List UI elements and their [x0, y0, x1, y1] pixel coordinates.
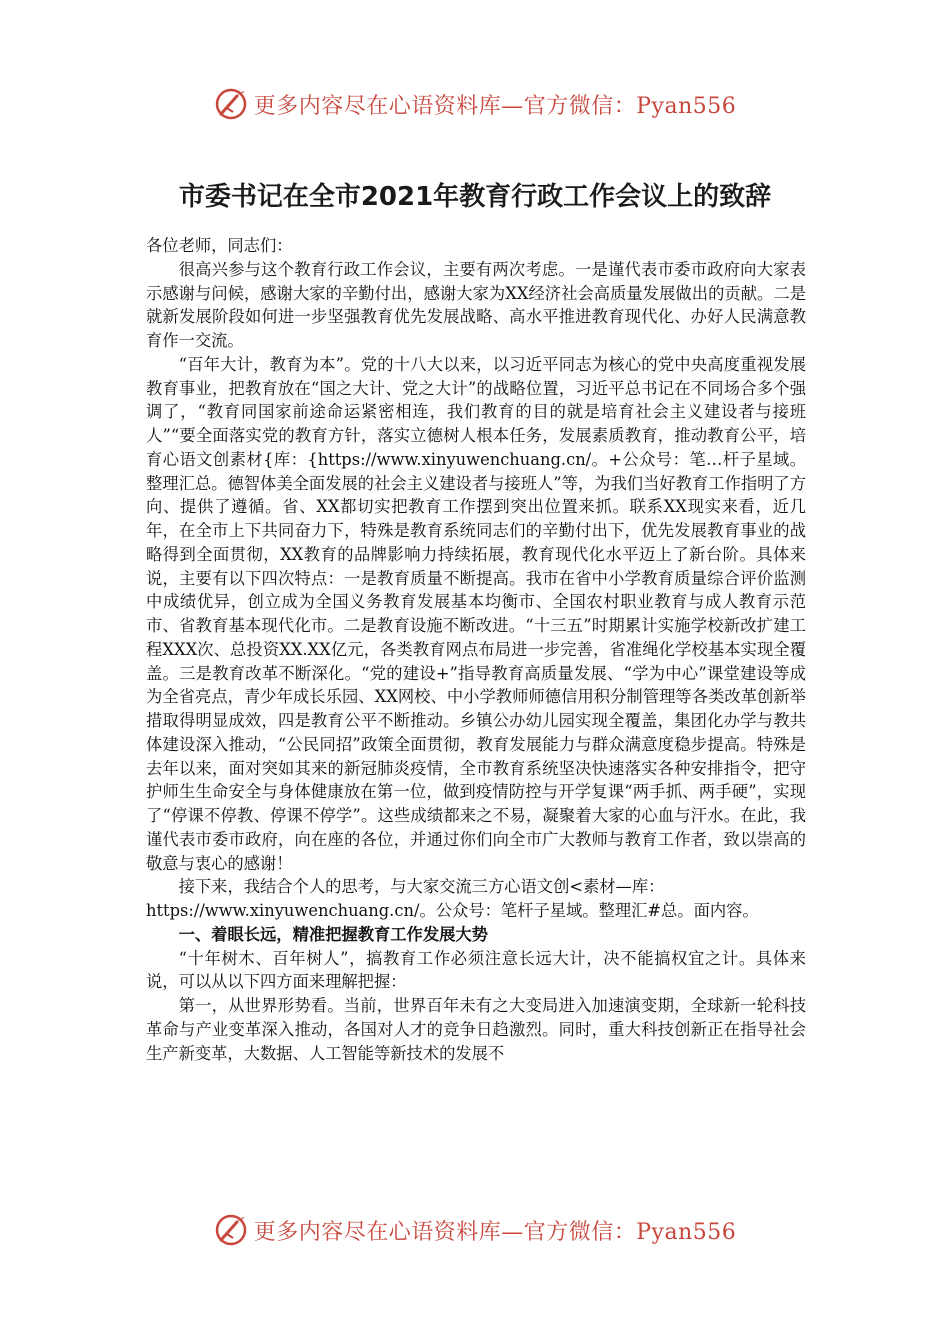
document-body: [146, 234, 806, 1065]
document-title: 市委书记在全市2021年教育行政工作会议上的致辞: [178, 182, 772, 212]
paragraph: “十年树木、百年树人”，搞教育工作必须注意长远大计，决不能搞权宜之计。具体来说，可以从以下四方面来理解把握：: [146, 948, 806, 992]
paragraph: 接下来，我结合个人的思考，与大家交流三方心语文创<素材—库：: [178, 877, 665, 897]
paragraph-continuation: https://www.xinyuwenchuang.cn/。公众号：笔杆子星域。整理汇#总。面内容。: [146, 901, 759, 920]
watermark-text: 更多内容尽在心语资料库—官方微信：Pyan556: [253, 93, 737, 119]
quill-logo-icon: [214, 1213, 248, 1247]
salutation: 各位老师，同志们：: [146, 236, 293, 255]
top-watermark-banner: [0, 84, 950, 124]
quill-logo-icon: [214, 87, 248, 121]
paragraph: 很高兴参与这个教育行政工作会议，主要有两次考虑。一是谨代表市委市政府向大家表示感谢与问候，感谢大家的辛勤付出，感谢大家为XX经济社会高质量发展做出的贡献。二是就新发展阶段如何进一步坚强教育优先发展战略、高水平推进教育现代化、办好人民满意教育作一交流。: [146, 259, 806, 350]
section-heading: 一、着眼长远，精准把握教育工作发展大势: [178, 924, 488, 944]
watermark-text: 更多内容尽在心语资料库—官方微信：Pyan556: [253, 1219, 737, 1245]
bottom-watermark-banner: [0, 1210, 950, 1250]
paragraph: “百年大计，教育为本”。党的十八大以来，以习近平同志为核心的党中央高度重视发展教育事业，把教育放在“国之大计、党之大计”的战略位置，习近平总书记在不同场合多个强调了，“教育同国家前途命运紧密相连，我们教育的目的就是培育社会主义建设者与接班人”“要全面落实党的教育方针，落实立德树人根本任务，发展素质教育，推动教育公平，培育心语文创素材{库：{https://www.xinyuwenchuang.cn/。+公众号：笔…杆子星域。整理汇总。德智体美全面发展的社会主义建设者与接班人”等，为我们当好教育工作指明了方向、提供了遵循。省、XX都切实把教育工作摆到突出位置来抓。联系XX现实来看，近几年，在全市上下共同奋力下，特殊是教育系统同志们的辛勤付出下，优先发展教育事业的战略得到全面贯彻，XX教育的品牌影响力持续拓展，教育现代化水平迈上了新台阶。具体来说，主要有以下四次特点：一是教育质量不断提高。我市在省中小学教育质量综合评价监测中成绩优异，创立成为全国义务教育发展基本均衡市、全国农村职业教育与成人教育示范市、省教育基本现代化市。二是教育设施不断改进。“十三五”时期累计实施学校新改扩建工程XXX次、总投资XX.XX亿元，各类教育网点布局进一步完善，省准绳化学校基本实现全覆盖。三是教育改革不断深化。“党的建设+”指导教育高质量发展、“学为中心”课堂建设等成为全省亮点，青少年成长乐园、XX网校、中小学教师师德信用积分制管理等各类改革创新举措取得明显成效，四是教育公平不断推动。乡镇公办幼儿园实现全覆盖，集团化办学与教共体建设深入推动，“公民同招”政策全面贯彻，教育发展能力与群众满意度稳步提高。特殊是去年以来，面对突如其来的新冠肺炎疫情，全市教育系统坚决快速落实各种安排指令，把守护师生生命安全与身体健康放在第一位，做到疫情防控与开学复课“两手抓、两手硬”，实现了“停课不停教、停课不停学”。这些成绩都来之不易，凝聚着大家的心血与汗水。在此，我谨代表市委市政府，向在座的各位，并通过你们向全市广大教师与教育工作者，致以崇高的敬意与衷心的感谢！: [146, 354, 806, 873]
paragraph: 第一，从世界形势看。当前，世界百年未有之大变局进入加速演变期，全球新一轮科技革命与产业变革深入推动，各国对人才的竞争日趋激烈。同时，重大科技创新正在指导社会生产新变革，大数据、人工智能等新技术的发展不: [146, 996, 806, 1063]
